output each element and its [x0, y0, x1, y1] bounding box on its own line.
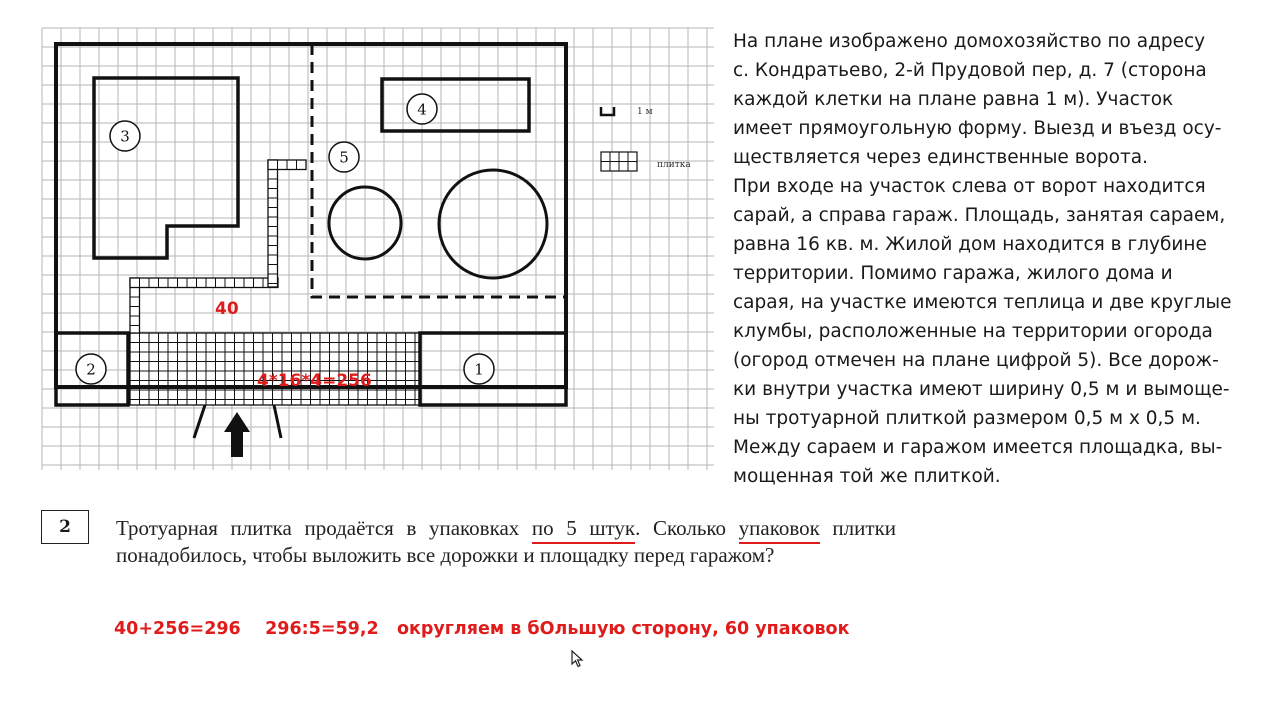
paved-path-top	[268, 160, 306, 170]
tile-legend-icon	[601, 152, 637, 171]
label-5: 5	[339, 148, 349, 167]
question-text: . Сколько	[635, 516, 739, 540]
description-line: сарай, а справа гараж. Площадь, занятая сараем,	[733, 205, 1226, 226]
description-line: с. Кондратьево, 2-й Прудовой пер, д. 7 (сторона	[733, 60, 1207, 81]
label-3: 3	[120, 127, 130, 146]
description-line: (огород отмечен на плане цифрой 5). Все дорож-	[733, 350, 1219, 371]
path-area-annotation: 40	[215, 299, 239, 319]
question-underlined-pack-size: по 5 штук	[532, 516, 635, 544]
description-line: ки внутри участка имеют ширину 0,5 м и вымоще-	[733, 379, 1230, 400]
description-line: ны тротуарной плиткой размером 0,5 м х 0,5 м.	[733, 408, 1201, 429]
label-1: 1	[474, 360, 484, 379]
description-line: сарая, на участке имеются теплица и две круглые	[733, 292, 1232, 313]
legend-scale-label: 1 м	[637, 107, 653, 117]
label-4: 4	[417, 100, 427, 119]
description-line: мощенная той же плиткой.	[733, 466, 1001, 487]
description-line: территории. Помимо гаража, жилого дома и	[733, 263, 1173, 284]
paved-path-vertical-right	[268, 160, 278, 287]
task-number: 2	[41, 510, 89, 544]
solution-step-sum: 40+256=296	[114, 619, 241, 639]
square-area-annotation: 4*16*4=256	[257, 371, 372, 391]
solution-step-answer: округляем в бОльшую сторону, 60 упаковок	[396, 619, 850, 639]
description-line: Между сараем и гаражом имеется площадка, вы-	[733, 437, 1223, 458]
handwritten-solution	[114, 619, 849, 639]
problem-description	[733, 27, 1253, 491]
legend-tile-label: плитка	[657, 160, 691, 170]
description-line: При входе на участок слева от ворот находится	[733, 176, 1206, 197]
paved-path-horizontal	[130, 278, 278, 288]
description-line: клумбы, расположенные на территории огорода	[733, 321, 1213, 342]
question-text: Тротуарная плитка продаётся в упаковках	[116, 516, 532, 540]
entrance-arrow-icon	[224, 412, 250, 457]
description-line: равна 16 кв. м. Жилой дом находится в глубине	[733, 234, 1207, 255]
description-line: имеет прямоугольную форму. Выезд и въезд осу-	[733, 118, 1222, 139]
house-building	[94, 78, 238, 258]
site-plan	[0, 0, 720, 480]
paved-tiles	[130, 160, 420, 405]
question-text: плитки понадобилось, чтобы выложить все дорожки и площадку перед гаражом?	[116, 516, 897, 567]
paved-square	[130, 333, 420, 405]
description-line: ществляется через единственные ворота.	[733, 147, 1148, 168]
label-2: 2	[86, 360, 96, 379]
question-underlined-packs: упаковок	[739, 516, 820, 544]
gate-post-right	[274, 405, 281, 438]
flowerbed-large	[439, 170, 547, 278]
description-line: каждой клетки на плане равна 1 м). Участок	[733, 89, 1174, 110]
mouse-cursor-icon	[571, 650, 585, 668]
task-question	[116, 515, 896, 569]
description-line: На плане изображено домохозяйство по адресу	[733, 31, 1206, 52]
gate-post-left	[194, 405, 205, 438]
solution-step-division: 296:5=59,2	[265, 619, 379, 639]
